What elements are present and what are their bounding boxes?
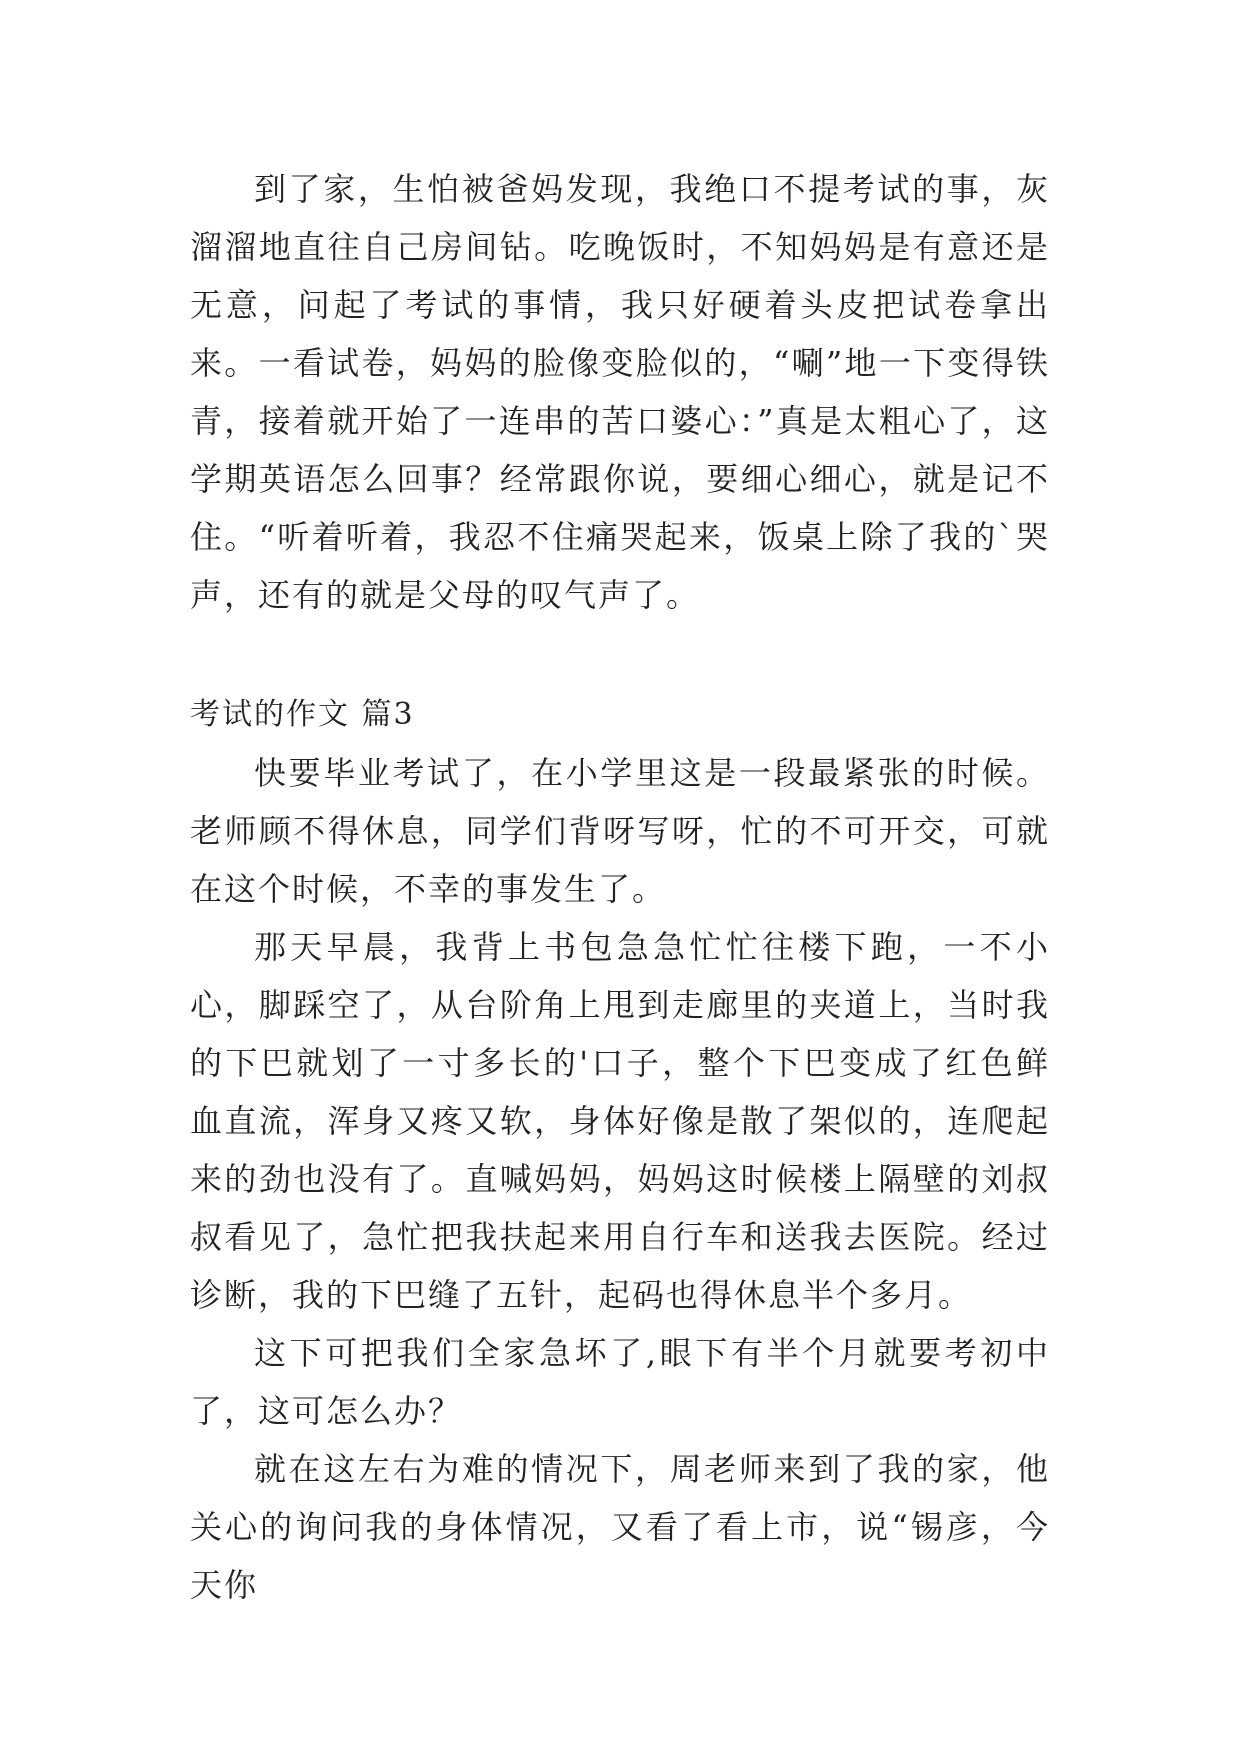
paragraph: 那天早晨，我背上书包急急忙忙往楼下跑，一不小心，脚踩空了，从台阶角上甩到走廊里的夹道上，当时我的下巴就划了一寸多长的'口子，整个下巴变成了红色鲜血直流，浑身又疼又软，身体好像是散了架似的，连爬起来的劲也没有了。直喊妈妈，妈妈这时候楼上隔壁的刘叔叔看见了，急忙把我扶起来用自行车和送我去医院。经过诊断，我的下巴缝了五针，起码也得休息半个多月。 [190,928,1050,1314]
paragraph: 这下可把我们全家急坏了,眼下有半个月就要考初中了，这可怎么办？ [190,1334,1050,1430]
paragraph: 快要毕业考试了，在小学里这是一段最紧张的时候。老师顾不得休息，同学们背呀写呀，忙的不可开交，可就在这个时候，不幸的事发生了。 [190,754,1050,908]
document-body [190,160,1050,1614]
paragraph: 就在这左右为难的情况下，周老师来到了我的家，他关心的询问我的身体情况，又看了看上市，说“锡彦，今天你 [190,1450,1050,1604]
section-title: 考试的作文 篇3 [190,697,415,732]
paragraph: 到了家，生怕被爸妈发现，我绝口不提考试的事，灰溜溜地直往自己房间钻。吃晚饭时，不知妈妈是有意还是无意，问起了考试的事情，我只好硬着头皮把试卷拿出来。一看试卷，妈妈的脸像变脸似的，“唰”地一下变得铁青，接着就开始了一连串的苦口婆心：”真是太粗心了，这学期英语怎么回事？经常跟你说，要细心细心，就是记不住。“听着听着，我忍不住痛哭起来，饭桌上除了我的`哭声，还有的就是父母的叹气声了。 [190,170,1050,614]
